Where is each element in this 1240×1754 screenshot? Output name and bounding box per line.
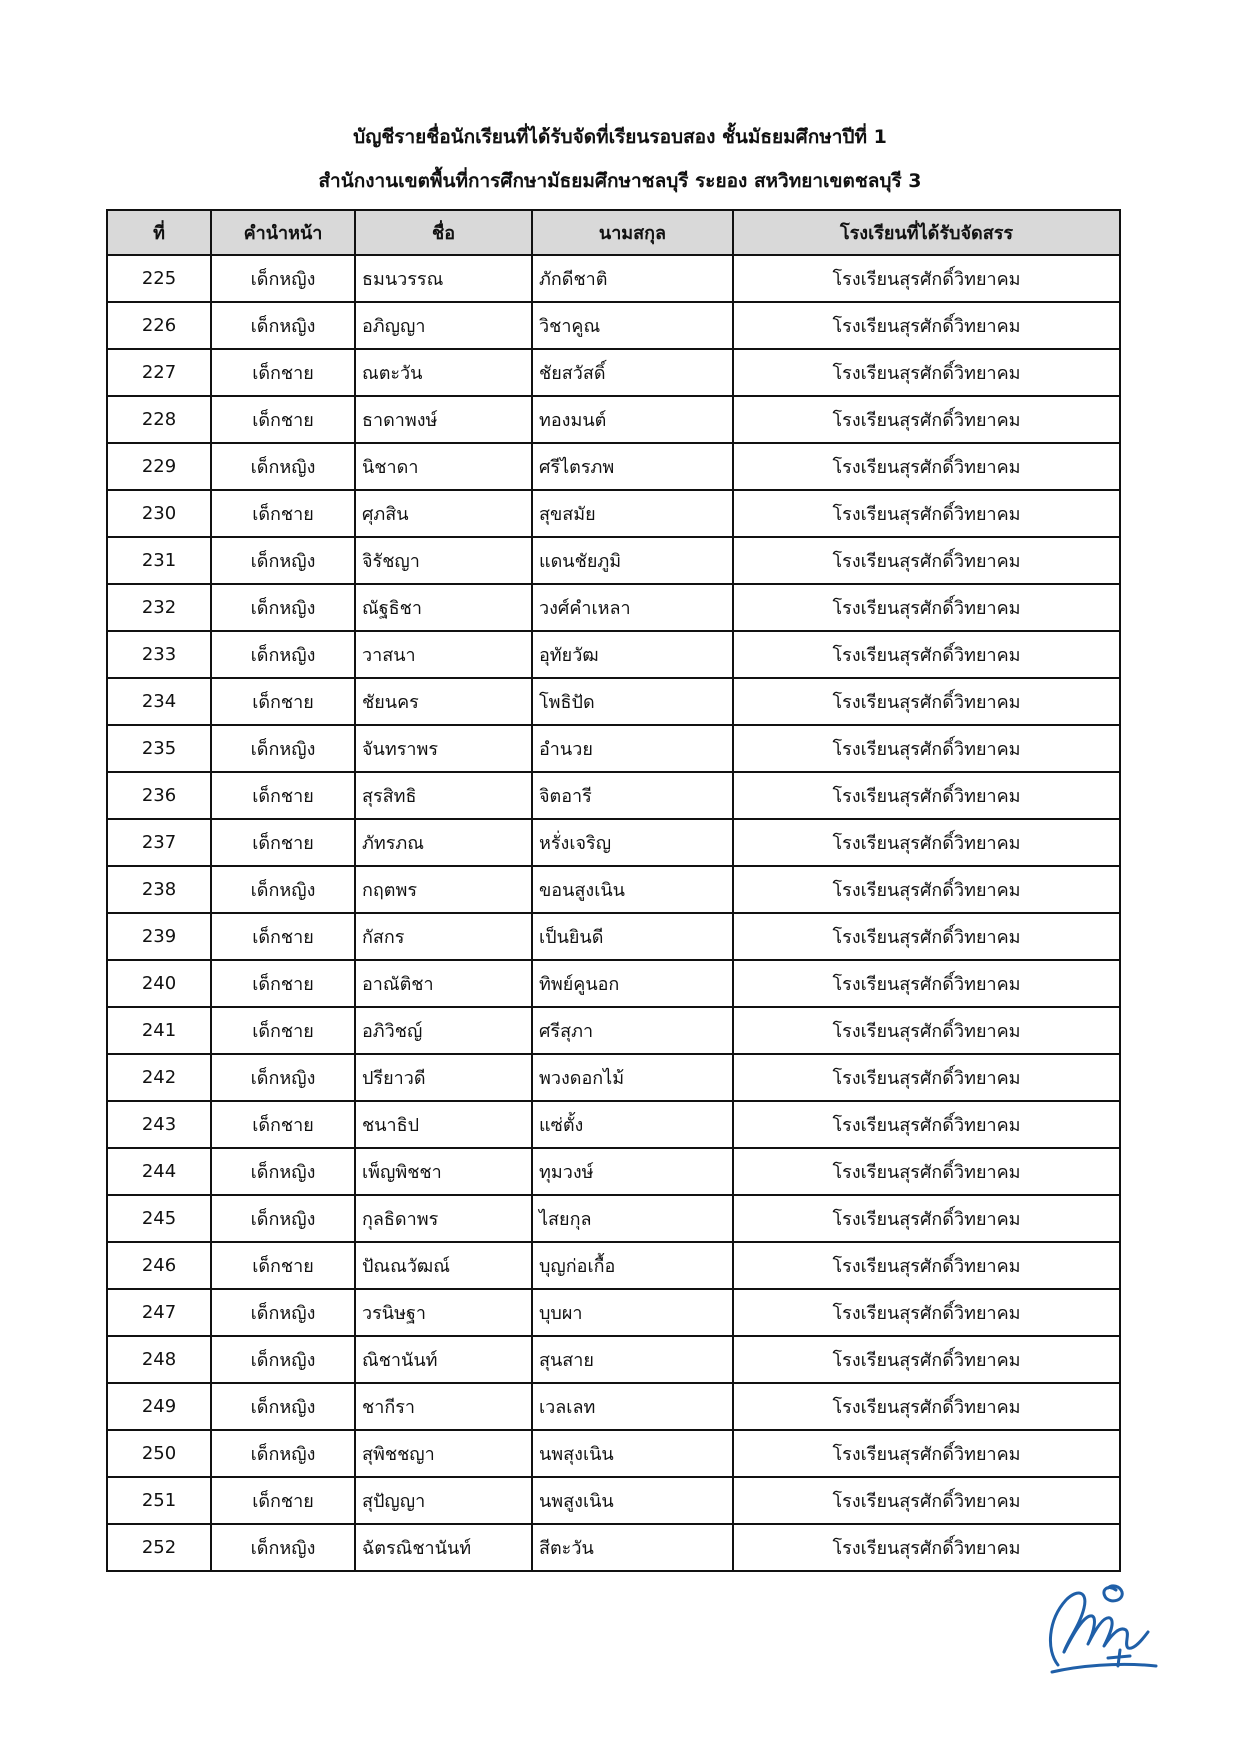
header-school: โรงเรียนที่ได้รับจัดสรร [733, 210, 1120, 255]
cell-first-name: สุพิชชญา [355, 1430, 532, 1477]
cell-school: โรงเรียนสุรศักดิ์วิทยาคม [733, 1195, 1120, 1242]
cell-number: 242 [107, 1054, 211, 1101]
cell-last-name: บุบผา [532, 1289, 733, 1336]
cell-school: โรงเรียนสุรศักดิ์วิทยาคม [733, 349, 1120, 396]
cell-number: 225 [107, 255, 211, 302]
cell-prefix: เด็กชาย [211, 772, 355, 819]
cell-school: โรงเรียนสุรศักดิ์วิทยาคม [733, 819, 1120, 866]
cell-prefix: เด็กชาย [211, 1477, 355, 1524]
cell-first-name: ณัฐธิชา [355, 584, 532, 631]
cell-last-name: หรั่งเจริญ [532, 819, 733, 866]
cell-school: โรงเรียนสุรศักดิ์วิทยาคม [733, 443, 1120, 490]
table-row [107, 1195, 1120, 1242]
document-title: บัญชีรายชื่อนักเรียนที่ได้รับจัดที่เรียนรอบสอง ชั้นมัธยมศึกษาปีที่ 1 [353, 126, 887, 148]
table-row [107, 1101, 1120, 1148]
student-roster-table [106, 209, 1121, 1572]
cell-number: 227 [107, 349, 211, 396]
table-row [107, 866, 1120, 913]
cell-last-name: วิชาคูณ [532, 302, 733, 349]
cell-prefix: เด็กชาย [211, 490, 355, 537]
table-row [107, 913, 1120, 960]
cell-prefix: เด็กหญิง [211, 1383, 355, 1430]
cell-school: โรงเรียนสุรศักดิ์วิทยาคม [733, 255, 1120, 302]
cell-number: 247 [107, 1289, 211, 1336]
table-row [107, 1430, 1120, 1477]
cell-prefix: เด็กหญิง [211, 443, 355, 490]
cell-school: โรงเรียนสุรศักดิ์วิทยาคม [733, 772, 1120, 819]
cell-first-name: ภัทรภณ [355, 819, 532, 866]
cell-last-name: เป็นยินดี [532, 913, 733, 960]
cell-first-name: ณิชานันท์ [355, 1336, 532, 1383]
cell-number: 237 [107, 819, 211, 866]
cell-number: 250 [107, 1430, 211, 1477]
cell-prefix: เด็กชาย [211, 1242, 355, 1289]
cell-last-name: พวงดอกไม้ [532, 1054, 733, 1101]
cell-last-name: สุขสมัย [532, 490, 733, 537]
cell-last-name: ศรีไตรภพ [532, 443, 733, 490]
table-row [107, 1242, 1120, 1289]
table-row [107, 1477, 1120, 1524]
cell-prefix: เด็กหญิง [211, 584, 355, 631]
cell-number: 243 [107, 1101, 211, 1148]
cell-last-name: ทิพย์คูนอก [532, 960, 733, 1007]
cell-first-name: จิรัชญา [355, 537, 532, 584]
table-row [107, 1007, 1120, 1054]
cell-number: 246 [107, 1242, 211, 1289]
cell-number: 239 [107, 913, 211, 960]
cell-number: 226 [107, 302, 211, 349]
cell-first-name: วาสนา [355, 631, 532, 678]
cell-school: โรงเรียนสุรศักดิ์วิทยาคม [733, 1242, 1120, 1289]
cell-first-name: นิชาดา [355, 443, 532, 490]
cell-prefix: เด็กชาย [211, 349, 355, 396]
table-row [107, 1148, 1120, 1195]
cell-school: โรงเรียนสุรศักดิ์วิทยาคม [733, 1430, 1120, 1477]
table-row [107, 537, 1120, 584]
cell-prefix: เด็กชาย [211, 1101, 355, 1148]
table-row [107, 819, 1120, 866]
cell-prefix: เด็กชาย [211, 678, 355, 725]
cell-number: 238 [107, 866, 211, 913]
cell-school: โรงเรียนสุรศักดิ์วิทยาคม [733, 1148, 1120, 1195]
cell-prefix: เด็กหญิง [211, 1430, 355, 1477]
cell-prefix: เด็กหญิง [211, 1524, 355, 1571]
cell-last-name: ภักดีชาติ [532, 255, 733, 302]
table-row [107, 631, 1120, 678]
cell-first-name: กฤตพร [355, 866, 532, 913]
cell-number: 230 [107, 490, 211, 537]
cell-school: โรงเรียนสุรศักดิ์วิทยาคม [733, 1524, 1120, 1571]
cell-last-name: นพสุงเนิน [532, 1430, 733, 1477]
cell-first-name: อภิวิชญ์ [355, 1007, 532, 1054]
cell-first-name: ธมนวรรณ [355, 255, 532, 302]
cell-school: โรงเรียนสุรศักดิ์วิทยาคม [733, 866, 1120, 913]
table-row [107, 302, 1120, 349]
cell-prefix: เด็กหญิง [211, 302, 355, 349]
cell-number: 228 [107, 396, 211, 443]
cell-prefix: เด็กชาย [211, 1007, 355, 1054]
cell-last-name: ชัยสวัสดิ์ [532, 349, 733, 396]
header-prefix: คำนำหน้า [211, 210, 355, 255]
cell-school: โรงเรียนสุรศักดิ์วิทยาคม [733, 584, 1120, 631]
cell-last-name: บุญก่อเกื้อ [532, 1242, 733, 1289]
cell-last-name: วงศ์คำเหลา [532, 584, 733, 631]
table-row [107, 1524, 1120, 1571]
cell-school: โรงเรียนสุรศักดิ์วิทยาคม [733, 725, 1120, 772]
table-row [107, 1336, 1120, 1383]
cell-last-name: โพธิปัด [532, 678, 733, 725]
cell-school: โรงเรียนสุรศักดิ์วิทยาคม [733, 1101, 1120, 1148]
signature-image [1038, 1570, 1168, 1680]
table-row [107, 396, 1120, 443]
table-row [107, 1289, 1120, 1336]
cell-first-name: ปรียาวดี [355, 1054, 532, 1101]
cell-school: โรงเรียนสุรศักดิ์วิทยาคม [733, 678, 1120, 725]
cell-number: 244 [107, 1148, 211, 1195]
table-row [107, 960, 1120, 1007]
cell-first-name: ชนาธิป [355, 1101, 532, 1148]
cell-last-name: ทองมนต์ [532, 396, 733, 443]
cell-number: 229 [107, 443, 211, 490]
table-row [107, 443, 1120, 490]
cell-number: 233 [107, 631, 211, 678]
cell-prefix: เด็กหญิง [211, 1195, 355, 1242]
cell-first-name: เพ็ญพิชชา [355, 1148, 532, 1195]
table-row [107, 1054, 1120, 1101]
cell-first-name: สุปัญญา [355, 1477, 532, 1524]
cell-prefix: เด็กหญิง [211, 1054, 355, 1101]
cell-school: โรงเรียนสุรศักดิ์วิทยาคม [733, 490, 1120, 537]
cell-prefix: เด็กชาย [211, 960, 355, 1007]
cell-prefix: เด็กหญิง [211, 1148, 355, 1195]
cell-prefix: เด็กหญิง [211, 725, 355, 772]
table-row [107, 772, 1120, 819]
cell-number: 232 [107, 584, 211, 631]
table-row [107, 255, 1120, 302]
cell-number: 249 [107, 1383, 211, 1430]
cell-first-name: วรนิษฐา [355, 1289, 532, 1336]
cell-last-name: อำนวย [532, 725, 733, 772]
cell-last-name: สุนสาย [532, 1336, 733, 1383]
header-first-name: ชื่อ [355, 210, 532, 255]
cell-first-name: ชากีรา [355, 1383, 532, 1430]
cell-school: โรงเรียนสุรศักดิ์วิทยาคม [733, 913, 1120, 960]
cell-school: โรงเรียนสุรศักดิ์วิทยาคม [733, 1289, 1120, 1336]
cell-number: 252 [107, 1524, 211, 1571]
table-row [107, 678, 1120, 725]
cell-last-name: ทุมวงษ์ [532, 1148, 733, 1195]
cell-first-name: ปัณณวัฒณ์ [355, 1242, 532, 1289]
cell-last-name: จิตอารี [532, 772, 733, 819]
cell-first-name: ฉัตรณิชานันท์ [355, 1524, 532, 1571]
header-last-name: นามสกุล [532, 210, 733, 255]
cell-last-name: สีตะวัน [532, 1524, 733, 1571]
cell-last-name: ขอนสูงเนิน [532, 866, 733, 913]
cell-school: โรงเรียนสุรศักดิ์วิทยาคม [733, 960, 1120, 1007]
cell-prefix: เด็กหญิง [211, 255, 355, 302]
cell-prefix: เด็กชาย [211, 396, 355, 443]
cell-school: โรงเรียนสุรศักดิ์วิทยาคม [733, 302, 1120, 349]
header-number: ที่ [107, 210, 211, 255]
cell-school: โรงเรียนสุรศักดิ์วิทยาคม [733, 396, 1120, 443]
table-header-row [107, 210, 1120, 255]
cell-first-name: ณตะวัน [355, 349, 532, 396]
cell-last-name: อุทัยวัฒ [532, 631, 733, 678]
cell-first-name: กัสกร [355, 913, 532, 960]
cell-last-name: เวลเลท [532, 1383, 733, 1430]
cell-prefix: เด็กชาย [211, 913, 355, 960]
cell-school: โรงเรียนสุรศักดิ์วิทยาคม [733, 537, 1120, 584]
table-row [107, 1383, 1120, 1430]
table-row [107, 584, 1120, 631]
cell-school: โรงเรียนสุรศักดิ์วิทยาคม [733, 1054, 1120, 1101]
cell-prefix: เด็กหญิง [211, 537, 355, 584]
cell-first-name: อภิญญา [355, 302, 532, 349]
cell-last-name: แซ่ตั้ง [532, 1101, 733, 1148]
cell-last-name: ไสยกุล [532, 1195, 733, 1242]
cell-prefix: เด็กชาย [211, 819, 355, 866]
cell-number: 248 [107, 1336, 211, 1383]
cell-school: โรงเรียนสุรศักดิ์วิทยาคม [733, 1336, 1120, 1383]
cell-number: 241 [107, 1007, 211, 1054]
cell-first-name: ศุภสิน [355, 490, 532, 537]
cell-number: 234 [107, 678, 211, 725]
document-subtitle: สำนักงานเขตพื้นที่การศึกษามัธยมศึกษาชลบุรี ระยอง สหวิทยาเขตชลบุรี 3 [318, 170, 922, 192]
cell-first-name: กุลธิดาพร [355, 1195, 532, 1242]
cell-first-name: จันทราพร [355, 725, 532, 772]
cell-number: 235 [107, 725, 211, 772]
cell-school: โรงเรียนสุรศักดิ์วิทยาคม [733, 1383, 1120, 1430]
cell-last-name: ศรีสุภา [532, 1007, 733, 1054]
cell-number: 236 [107, 772, 211, 819]
cell-last-name: แดนชัยภูมิ [532, 537, 733, 584]
table-body [107, 255, 1120, 1571]
cell-prefix: เด็กหญิง [211, 1336, 355, 1383]
cell-first-name: อาณัติชา [355, 960, 532, 1007]
cell-school: โรงเรียนสุรศักดิ์วิทยาคม [733, 1007, 1120, 1054]
cell-first-name: สุรสิทธิ [355, 772, 532, 819]
cell-first-name: ชัยนคร [355, 678, 532, 725]
cell-school: โรงเรียนสุรศักดิ์วิทยาคม [733, 631, 1120, 678]
cell-number: 231 [107, 537, 211, 584]
table-row [107, 725, 1120, 772]
cell-number: 245 [107, 1195, 211, 1242]
cell-school: โรงเรียนสุรศักดิ์วิทยาคม [733, 1477, 1120, 1524]
cell-first-name: ธาดาพงษ์ [355, 396, 532, 443]
cell-prefix: เด็กหญิง [211, 631, 355, 678]
cell-prefix: เด็กหญิง [211, 866, 355, 913]
cell-number: 251 [107, 1477, 211, 1524]
cell-last-name: นพสูงเนิน [532, 1477, 733, 1524]
table-row [107, 349, 1120, 396]
cell-number: 240 [107, 960, 211, 1007]
cell-prefix: เด็กหญิง [211, 1289, 355, 1336]
table-row [107, 490, 1120, 537]
